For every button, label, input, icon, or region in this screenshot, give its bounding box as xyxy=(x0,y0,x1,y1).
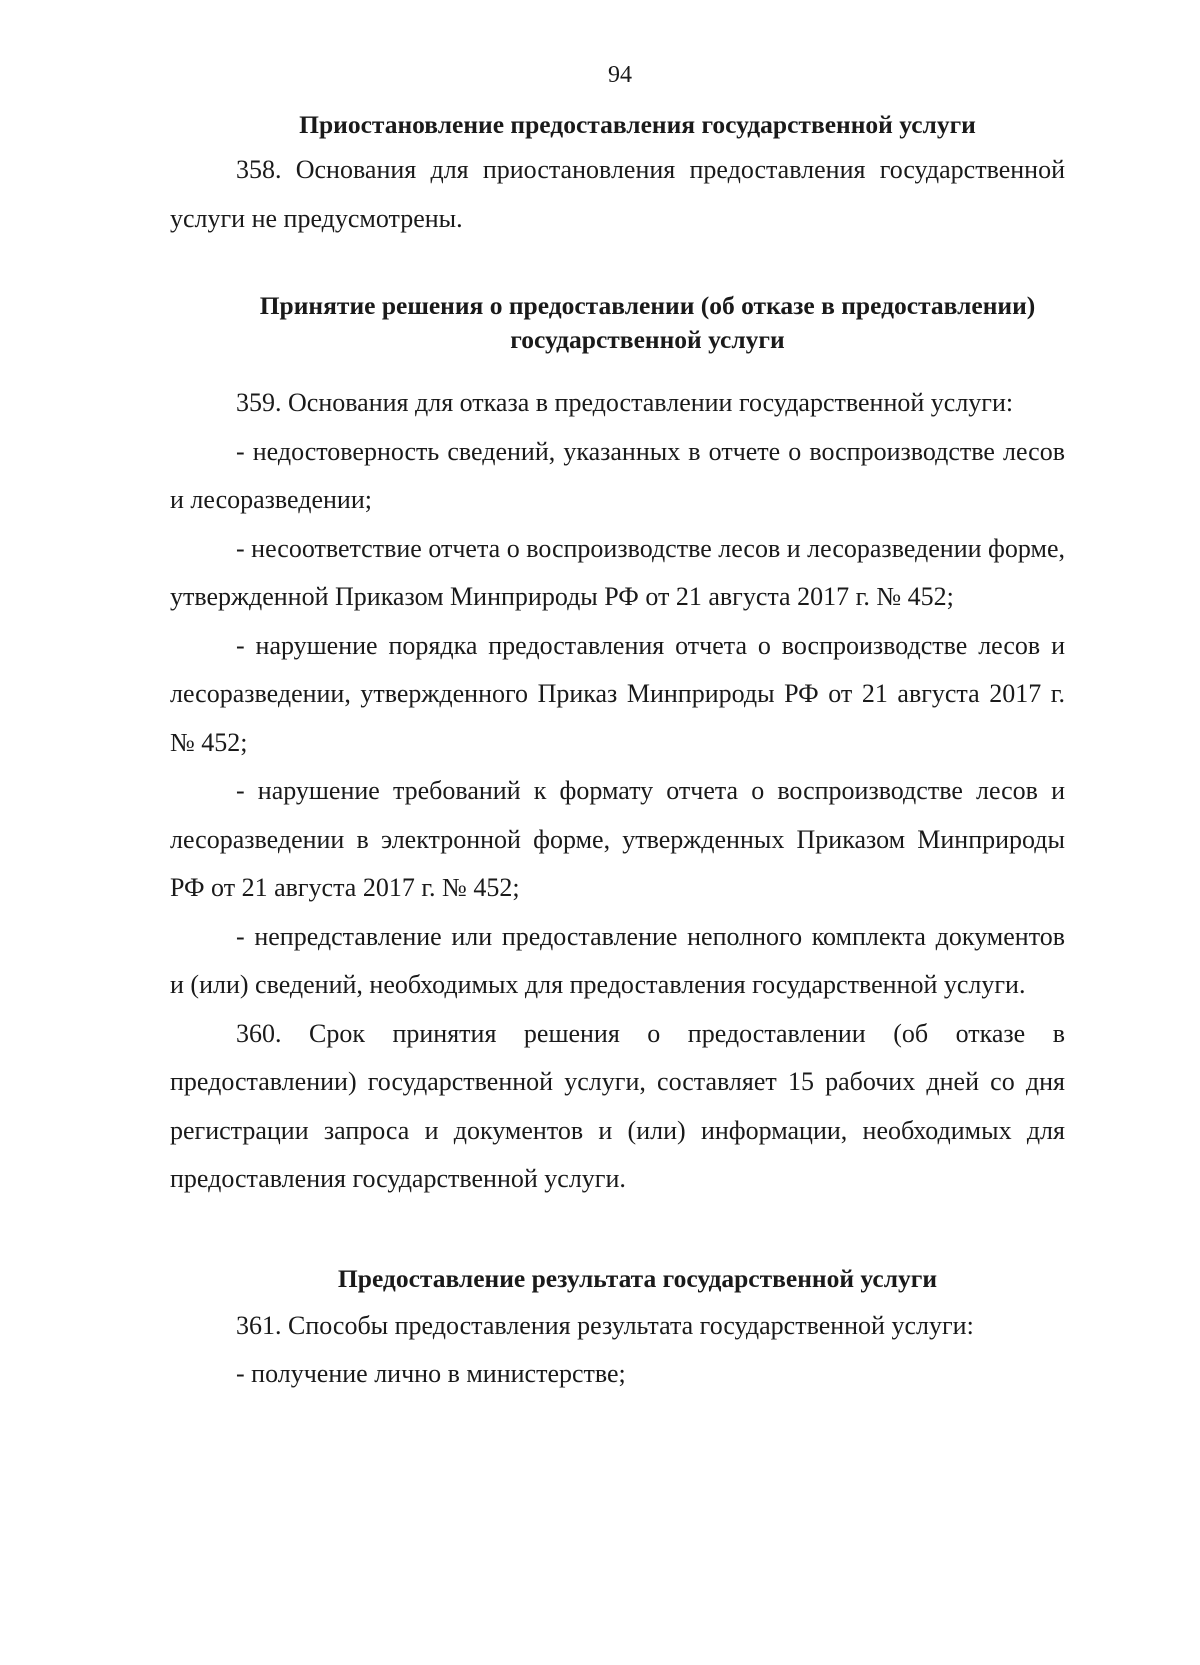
heading-result: Предоставление результата государственной услуги xyxy=(337,1263,938,1293)
paragraph-360: 360. Срок принятия решения о предоставлении (об отказе в предоставлении) государственной услуги, составляет 15 рабочих дней со дня регистрации запроса и документов и (или) информации, необходимых для предоставления государственной услуги. xyxy=(170,1018,1065,1193)
heading-decision: Принятие решения о предоставлении (об отказе в предоставлении) государственной услуги xyxy=(259,291,1036,354)
list-item: - несоответствие отчета о воспроизводстве лесов и лесоразведении форме, утвержденной Приказом Минприроды РФ от 21 августа 2017 г. № 452; xyxy=(170,533,1065,611)
document-body xyxy=(170,108,1065,1399)
heading-suspension: Приостановление предоставления государственной услуги xyxy=(299,110,976,139)
list-item: - нарушение требований к формату отчета о воспроизводстве лесов и лесоразведении в электронной форме, утвержденных Приказом Минприроды РФ от 21 августа 2017 г. № 452; xyxy=(170,776,1065,902)
paragraph-358: 358. Основания для приостановления предоставления государственной услуги не предусмотрены. xyxy=(170,155,1065,233)
paragraph-359: 359. Основания для отказа в предоставлении государственной услуги: xyxy=(236,388,1014,417)
list-item: - получение лично в министерстве; xyxy=(236,1359,626,1388)
paragraph-361: 361. Способы предоставления результата государственной услуги: xyxy=(236,1310,974,1340)
list-item: - нарушение порядка предоставления отчета о воспроизводстве лесов и лесоразведении, утвержденного Приказ Минприроды РФ от 21 августа 2017 г. № 452; xyxy=(170,630,1065,757)
list-item: - непредставление или предоставление неполного комплекта документов и (или) сведений, необходимых для предоставления государственной услуги. xyxy=(170,921,1065,999)
page-number: 94 xyxy=(608,62,632,88)
list-item: - недостоверность сведений, указанных в отчете о воспроизводстве лесов и лесоразведении; xyxy=(170,436,1065,514)
